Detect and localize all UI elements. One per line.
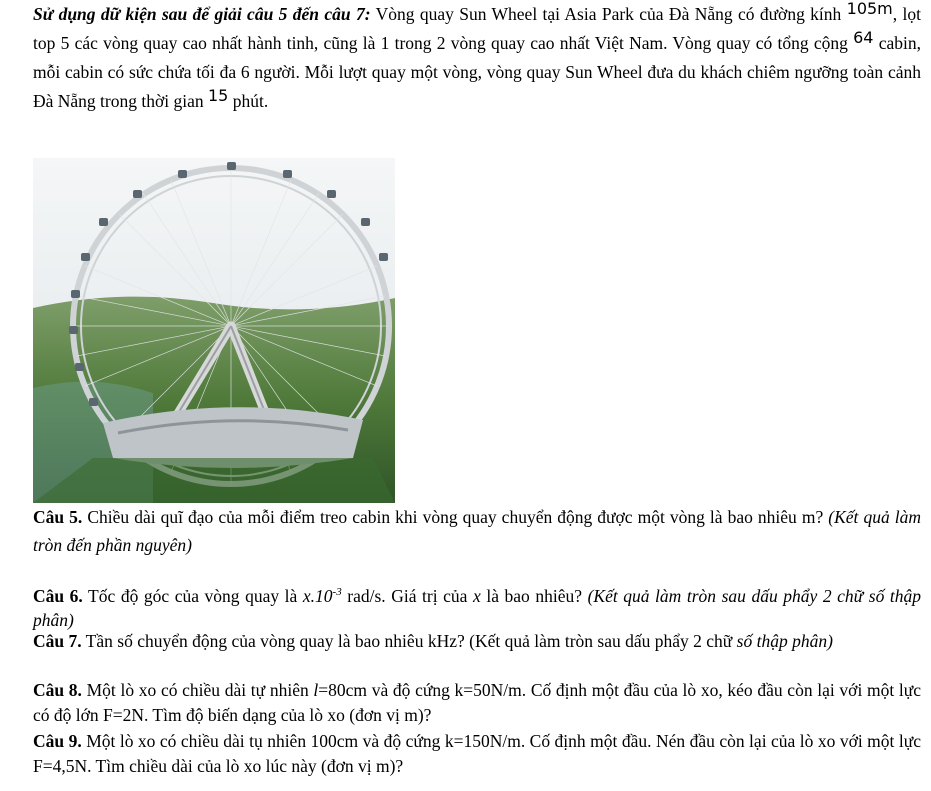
question-6-note: (Kết quả làm tròn sau dấu phẩy 2 chữ số thập phân) [33, 585, 922, 630]
intro-lead: Sử dụng dữ kiện sau để giải câu 5 đến câu 7: [33, 4, 371, 24]
question-8-label: Câu 8. [33, 680, 82, 700]
question-6-expression: x.10 [302, 585, 333, 606]
question-6-label: Câu 6. [33, 585, 83, 606]
question-7 [33, 629, 921, 653]
question-9-label: Câu 9. [33, 731, 82, 751]
question-8 [33, 678, 921, 728]
question-6-text-3: là bao nhiêu? [480, 585, 588, 606]
intro-paragraph [33, 0, 921, 116]
diameter-value: 105m [846, 0, 893, 18]
minutes-value: 15 [207, 86, 229, 105]
question-7-note: số thập phân) [736, 631, 833, 651]
intro-text-4: phút. [228, 91, 269, 111]
question-9-text: Một lò xo có chiều dài tụ nhiên 100cm và độ cứng k=150N/m. Cố định một đầu. Nén đầu còn lại của lò xo với một lực F=4,5N. Tìm chiều dài của lò xo lúc này (đơn vị m)? [33, 731, 921, 776]
sun-wheel-illustration [33, 158, 395, 503]
question-8-variable: l [313, 680, 319, 700]
intro-text-2: , lọt top 5 các vòng quay cao nhất hành tinh, cũng là 1 trong 2 vòng quay cao nhất Việt Nam. Vòng quay có tổng cộng [33, 4, 921, 53]
question-6-text-2: rad/s. Giá trị của [341, 585, 473, 606]
question-8-text-1: Một lò xo có chiều dài tự nhiên [81, 680, 314, 700]
question-7-text: Tần số chuyển động của vòng quay là bao nhiêu kHz? (Kết quả làm tròn sau dấu phẩy 2 chữ [81, 631, 737, 651]
question-5-label: Câu 5. [33, 507, 83, 527]
intro-text-1: Vòng quay Sun Wheel tại Asia Park của Đà Nẵng có đường kính [370, 4, 847, 24]
question-6-exponent: -3 [332, 586, 342, 598]
question-9 [33, 729, 921, 779]
question-6-text-1: Tốc độ góc của vòng quay là [82, 585, 303, 606]
question-6-variable: x [473, 585, 481, 606]
question-5-text: Chiều dài quĩ đạo của mỗi điểm treo cabin khi vòng quay chuyển động được một vòng là bao nhiêu m? [82, 507, 829, 527]
question-7-label: Câu 7. [33, 631, 82, 651]
question-8-text-2: =80cm và độ cứng k=50N/m. Cố định một đầu của lò xo, kéo đầu còn lại với một lực có độ lớn F=2N. Tìm độ biến dạng của lò xo (đơn vị m)? [33, 680, 922, 725]
question-5 [33, 503, 921, 559]
question-6 [33, 580, 921, 632]
cabin-count: 64 [853, 28, 874, 47]
sun-wheel-photo [33, 158, 395, 503]
question-5-note: (Kết quả làm tròn đến phần nguyên) [33, 507, 921, 555]
intro-text-3: cabin, mỗi cabin có sức chứa tối đa 6 người. Mỗi lượt quay một vòng, vòng quay Sun Wheel đưa du khách chiêm ngưỡng toàn cảnh Đà Nẵng trong thời gian [33, 33, 921, 111]
